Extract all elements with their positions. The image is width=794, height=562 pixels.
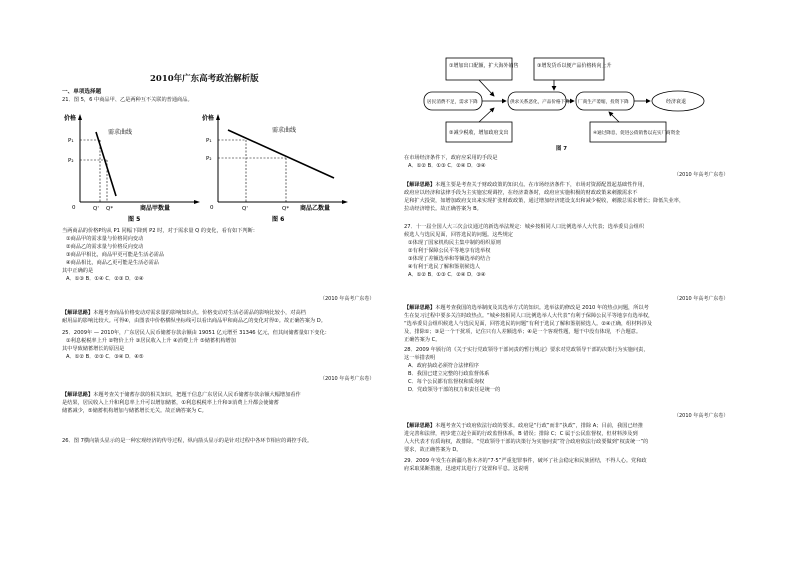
- q21-opt-1: ①商品甲的需求量与价格同向变动: [66, 236, 144, 242]
- q21-source: （2010 年高考广东卷）: [320, 296, 375, 302]
- q26-analysis-line1: 【解译思路】本题主要是考查关于财政政策的知识点。在市场经济条件下，市场对资源配置起基础性作用，: [404, 182, 648, 188]
- q28-stem: 28．2009 年颁行的《关于实行党政领导干部问责的暂行规定》要求对党政领导干部的决策行为实施问责，: [404, 347, 649, 353]
- q25-opts: ①利息税税率上升 ②物价上升 ③居民收入上升 ④消费上升 ⑤储蓄机构增加: [66, 338, 236, 344]
- section-heading: 一、单项选择题: [62, 89, 102, 95]
- q29-stem2: 府采取果断措施，迅速对其进行了处置和平息。这说明: [404, 466, 529, 472]
- fig6-p1: P₁: [206, 138, 212, 144]
- fig5-q1: Q': [93, 206, 99, 212]
- fig7-mid-4: 经济衰退: [666, 99, 687, 105]
- fig7-box-3: ③增发货币以便产品价格转向上升: [537, 63, 612, 69]
- fig7-box-2: ②减少税收，增加政府支出: [449, 130, 509, 136]
- q28-analysis-line2: 进完善和法律，初步建立起全面的行政监督体系，B 错误；排除 C；C 属于公民监督权，但材料涉及到: [404, 431, 638, 437]
- q28-opt-c: C．每个公民都有监督权和质询权: [408, 379, 485, 385]
- fig7-mid-2: 供求关系恶化，产品价格下降: [510, 100, 570, 105]
- fig6-q1: Q': [242, 206, 248, 212]
- q26-ask: 在市场经济条件下，政府应采用的手段是: [404, 155, 498, 161]
- q25-analysis-line1: 【解译思路】本题考查关于储蓄存款的相关知识，把题干信息广东居民人民币储蓄存款余额大幅增加看作: [62, 392, 301, 398]
- fig5-caption: 图 5: [128, 216, 141, 223]
- q28-analysis-line4: 要求，故正确答案为 D。: [404, 447, 462, 453]
- fig7-mid-3: 厂商生产萎缩，投资下降: [578, 100, 629, 105]
- q27-stem2: 候选人与选民见面，回答选民的问题。这些规定: [404, 232, 513, 238]
- fig7-box-1: ①增加出口配额，扩大海外销售: [449, 63, 519, 69]
- q28-analysis-line3: 人大代表才有质询权，故排除。“党政领导干部的决策行为实施问责”符合政府依法行政要做到“权责统一”的: [404, 439, 649, 445]
- fig5-curve-label: 需求曲线: [108, 129, 133, 136]
- q25-ask: 其中导致储蓄增长的原因是: [62, 346, 125, 352]
- fig6-caption: 图 6: [272, 216, 285, 223]
- q27-analysis-line4: 及，排除①；③是一个干扰项，记住只有人差额选举；④是一个客观性题，题干中没有体现，不合题意。: [404, 329, 642, 335]
- q26-analysis-line3: 足和扩大投资，如增加政府支出来实现扩张财政政策，通过增加经济建设支出和减少税收，刺激总需求增长；降低失业率，: [404, 198, 685, 204]
- fig5-q2: Q*: [106, 206, 114, 212]
- fig5-p2: P₂: [68, 158, 74, 164]
- q27-analysis-line3: “选举委员会组织候选人与选民见面，回答选民的问题”有利于选民了解和鉴别候选人。②④正确，组材料涉及: [404, 321, 653, 327]
- q28-opt-b: B．我国已建立完整的行政监督体系: [408, 371, 490, 377]
- q26-choices: A．①② B．①③ C．②④ D．③④: [408, 163, 486, 169]
- q21-opt-3: ③商品甲相比，商品甲更可能是生活必需品: [66, 252, 165, 258]
- q27-analysis-line5: 正确答案为 C。: [404, 337, 441, 343]
- q27-opt-3: ③体现了差额选举和等额选举的结合: [408, 256, 491, 262]
- fig6-q2: Q*: [282, 206, 290, 212]
- q28-analysis-line1: 【解译思路】本题考查关于政府依法行政的要求。政府是“行政”而非“执政”，排除 A；目前，我国已经推: [404, 423, 644, 429]
- q27-opt-2: ②有利于保障公民平等地享有选举权: [408, 248, 491, 254]
- q26-source: （2010 年高考广东卷）: [674, 172, 729, 178]
- fig5-p1: P₁: [68, 138, 74, 144]
- q25-stem: 25．2009年 — 2010年，广东居民人民币储蓄存款余额由 19051 亿元增至 31346 亿元，但其间储蓄量如下变化：: [62, 330, 330, 336]
- q21-ask: 其中正确的是: [62, 268, 94, 274]
- fig6-ylabel: 价格: [202, 115, 215, 122]
- q25-choices: A．①② B．②③ C．③④ D．④⑤: [66, 354, 144, 360]
- fig6-xlabel: 商品乙数量: [300, 205, 331, 212]
- fig6-curve-label: 需求曲线: [272, 127, 297, 134]
- fig6-origin: 0: [210, 205, 214, 211]
- q27-opt-4: ④有利于选民了解和鉴别候选人: [408, 264, 481, 270]
- q21-opt-4: ④商品相比，商品乙更可能是生活必需品: [66, 260, 159, 266]
- q21-line1: 当两商品的价格P均从 P1 同幅下降到 P2 时，对于需求量 Q 的变化，看有如下判断：: [62, 228, 258, 234]
- q27-analysis-line1: 【解译思路】本题考查我国的选举制度及其选举方式的知识。选举法的修改是 2010 年的热点问题，所以考: [404, 305, 649, 311]
- q29-stem: 29．2009 年发生在新疆乌鲁木齐的“7·5”严重犯罪事件，破坏了社会稳定和民族团结，不得人心。党和政: [404, 458, 647, 464]
- figure-7-flow-diagram: [404, 56, 744, 152]
- q27-analysis-line2: 生在复习过程中要多关注时政热点。“城乡按相同人口比例选举人大代表”有利于保障公民平等地享有选举权，: [404, 313, 654, 319]
- q27-choices: A．①② B．①③ C．②④ D．③④: [408, 272, 486, 278]
- q21-choices: A．①③ B．①④ C．②③ D．②④: [66, 276, 144, 282]
- q26-analysis-line2: 政府应以经济和法律手段为主实施宏观调控，在经济萧条时，政府应实施积极的财政政策来刺激需求不: [404, 190, 638, 196]
- q28-opt-d: D．党政领导干部的权力和责任是统一的: [408, 387, 501, 393]
- q25-analysis-line3: 储蓄减少，⑤储蓄机构增加与储蓄增长无关。故正确答案为 C。: [62, 408, 207, 414]
- q26-analysis-line4: 拉动经济增长。故正确答案为 B。: [404, 206, 482, 212]
- q25-source: （2010 年高考广东卷）: [320, 376, 375, 382]
- q21-analysis-line2: 耐用品的影响比较大。可得④，由图表中价格横纵坐标线可以看出商品甲和商品乙的变化对得②。故正确答案为 D。: [62, 318, 326, 324]
- q21-analysis-line1: 【解译思路】本题考查商品价格变动对需求量的影响知识点。价格变动对生活必需品的影响比较小，对高档: [62, 310, 306, 316]
- q28-stem2: 这一举措表明: [404, 355, 436, 361]
- q21-stem: 21．图 5，6 中商品甲、乙是两种互不关联的普通商品。: [62, 97, 193, 103]
- fig7-caption: 图 7: [556, 146, 568, 152]
- q26-stem: 26．图 7横向箭头显示的是一种宏观经济的传导过程，纵向箭头显示的是针对过程中各环节相应的调控手段。: [62, 438, 313, 444]
- figure-5-demand-curve: [64, 110, 204, 225]
- fig7-mid-1: 居民消费不足，需求下降: [427, 100, 478, 105]
- q21-opt-2: ②商品乙的需求量与价格反向变动: [66, 244, 144, 250]
- q28-source: （2010 年高考广东卷）: [674, 413, 729, 419]
- figure-6-demand-curve: [202, 110, 352, 225]
- fig7-box-4: ④通过降息，促进公债销售以充实厂商资金: [593, 131, 680, 136]
- q27-stem: 27．十一届全国人大三次会议通过的新选举法规定：城乡按相同人口比例选举人大代表；选举委员会组织: [404, 224, 645, 230]
- q27-source: （2010 年高考广东卷）: [674, 296, 729, 302]
- fig6-p2: P₂: [206, 156, 212, 162]
- fig5-origin: 0: [72, 205, 76, 211]
- page-title: 2010年广东高考政治解析版: [150, 74, 259, 84]
- fig5-xlabel: 商品甲数量: [140, 205, 171, 212]
- q25-analysis-line2: 是结果，居民收入上升和利息率上升可以增加储蓄，①利息税税率上升和③消费上升都会使储蓄: [62, 400, 279, 406]
- q28-opt-a: A．政府执政必须符合法律程序: [408, 363, 479, 369]
- q27-opt-1: ①体现了国家机构民主集中制的组织原则: [408, 240, 501, 246]
- fig5-ylabel: 价格: [64, 115, 77, 122]
